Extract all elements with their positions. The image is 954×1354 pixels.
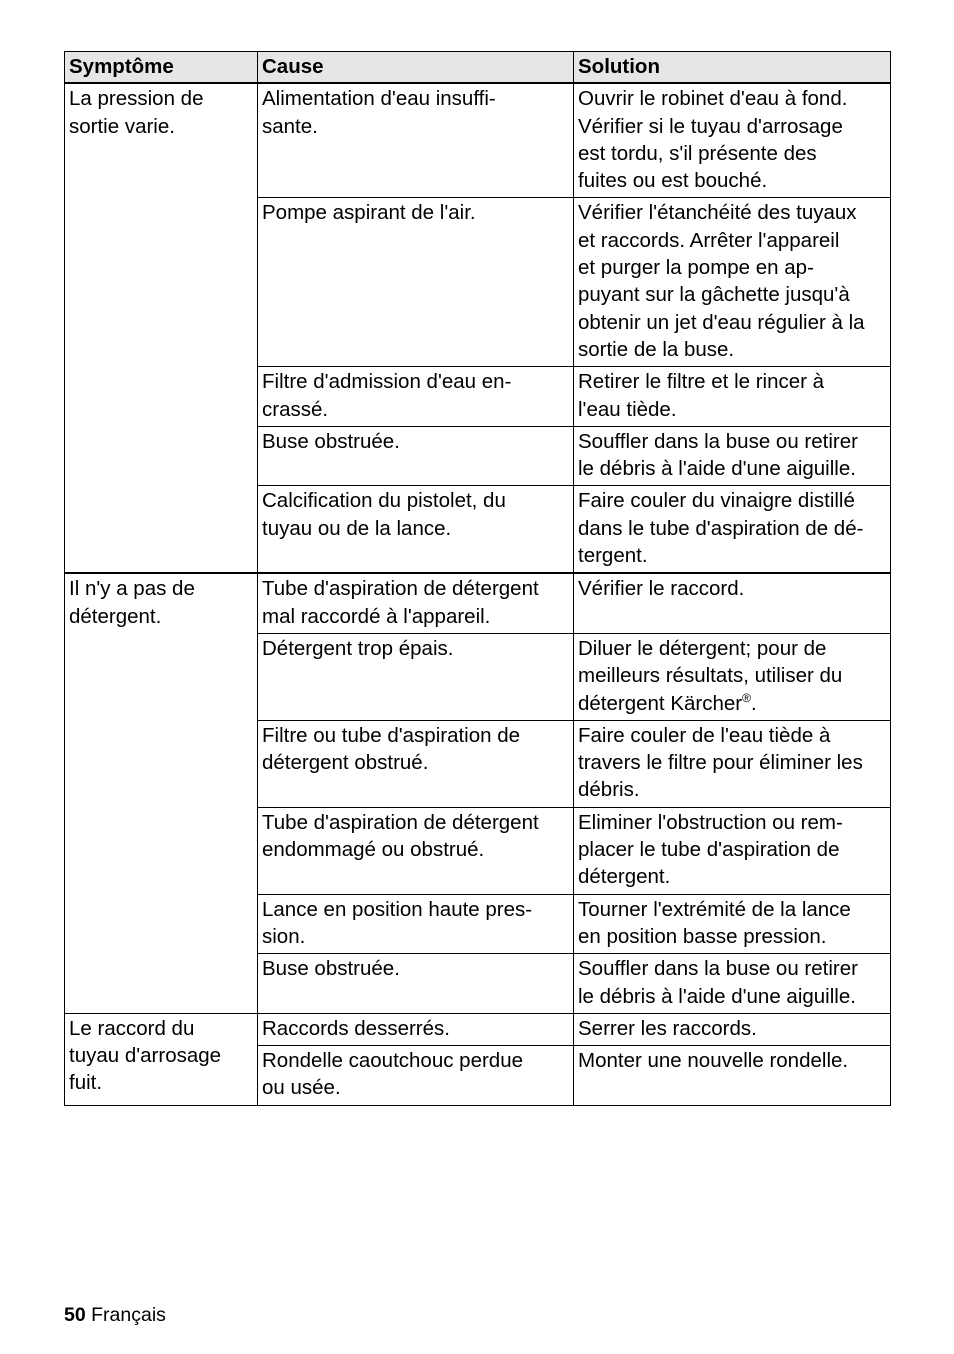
table-row: [65, 1013, 891, 1045]
cause-cell: Raccords desserrés.: [258, 1013, 574, 1045]
page-footer: [64, 1303, 166, 1327]
table-row: [65, 573, 891, 633]
troubleshooting-table: [64, 51, 891, 1106]
cause-cell: Alimentation d'eau insuffi- sante.: [258, 83, 574, 198]
solution-text-end: .: [750, 691, 757, 715]
symptom-cell: Le raccord du tuyau d'arrosage fuit.: [65, 1013, 258, 1105]
table-row: [65, 83, 891, 198]
cause-cell: Détergent trop épais.: [258, 633, 574, 720]
solution-cell: Serrer les raccords.: [574, 1013, 891, 1045]
footer-language: Français: [91, 1304, 166, 1326]
cause-cell: Tube d'aspiration de détergent endommagé ou obstrué.: [258, 807, 574, 894]
cause-cell: Calcification du pistolet, du tuyau ou de la lance.: [258, 486, 574, 573]
cause-cell: Lance en position haute pres- sion.: [258, 894, 574, 954]
solution-cell: Vérifier l'étanchéité des tuyaux et raccords. Arrêter l'appareil et purger la pompe en ap- puyant sur la gâchette jusqu'à obtenir un jet d'eau régulier à la sortie de la buse.: [574, 198, 891, 367]
cause-cell: Rondelle caoutchouc perdue ou usée.: [258, 1046, 574, 1106]
cause-cell: Pompe aspirant de l'air.: [258, 198, 574, 367]
solution-cell: Souffler dans la buse ou retirer le débris à l'aide d'une aiguille.: [574, 954, 891, 1014]
solution-cell: Monter une nouvelle rondelle.: [574, 1046, 891, 1106]
page-number: 50: [64, 1304, 86, 1326]
symptom-cell: Il n'y a pas de détergent.: [65, 573, 258, 1013]
cause-cell: Filtre d'admission d'eau en- crassé.: [258, 367, 574, 427]
solution-text: Diluer le détergent; pour de meilleurs résultats, utiliser du détergent Kärcher: [578, 636, 843, 715]
header-solution: Solution: [574, 52, 891, 84]
solution-cell: Tourner l'extrémité de la lance en position basse pression.: [574, 894, 891, 954]
solution-cell: Ouvrir le robinet d'eau à fond. Vérifier si le tuyau d'arrosage est tordu, s'il présente des fuites ou est bouché.: [574, 83, 891, 198]
solution-cell: [574, 633, 891, 720]
solution-cell: Retirer le filtre et le rincer à l'eau tiède.: [574, 367, 891, 427]
solution-cell: Faire couler de l'eau tiède à travers le filtre pour éliminer les débris.: [574, 720, 891, 807]
header-cause: Cause: [258, 52, 574, 84]
symptom-cell: La pression de sortie varie.: [65, 83, 258, 573]
solution-cell: Eliminer l'obstruction ou rem- placer le tube d'aspiration de détergent.: [574, 807, 891, 894]
cause-cell: Buse obstruée.: [258, 954, 574, 1014]
solution-cell: Vérifier le raccord.: [574, 573, 891, 633]
header-symptom: Symptôme: [65, 52, 258, 84]
cause-cell: Buse obstruée.: [258, 426, 574, 486]
solution-cell: Faire couler du vinaigre distillé dans le tube d'aspiration de dé- tergent.: [574, 486, 891, 573]
table-header-row: [65, 52, 891, 84]
registered-mark: ®: [742, 690, 751, 705]
cause-cell: Tube d'aspiration de détergent mal raccordé à l'appareil.: [258, 573, 574, 633]
cause-cell: Filtre ou tube d'aspiration de détergent obstrué.: [258, 720, 574, 807]
solution-cell: Souffler dans la buse ou retirer le débris à l'aide d'une aiguille.: [574, 426, 891, 486]
